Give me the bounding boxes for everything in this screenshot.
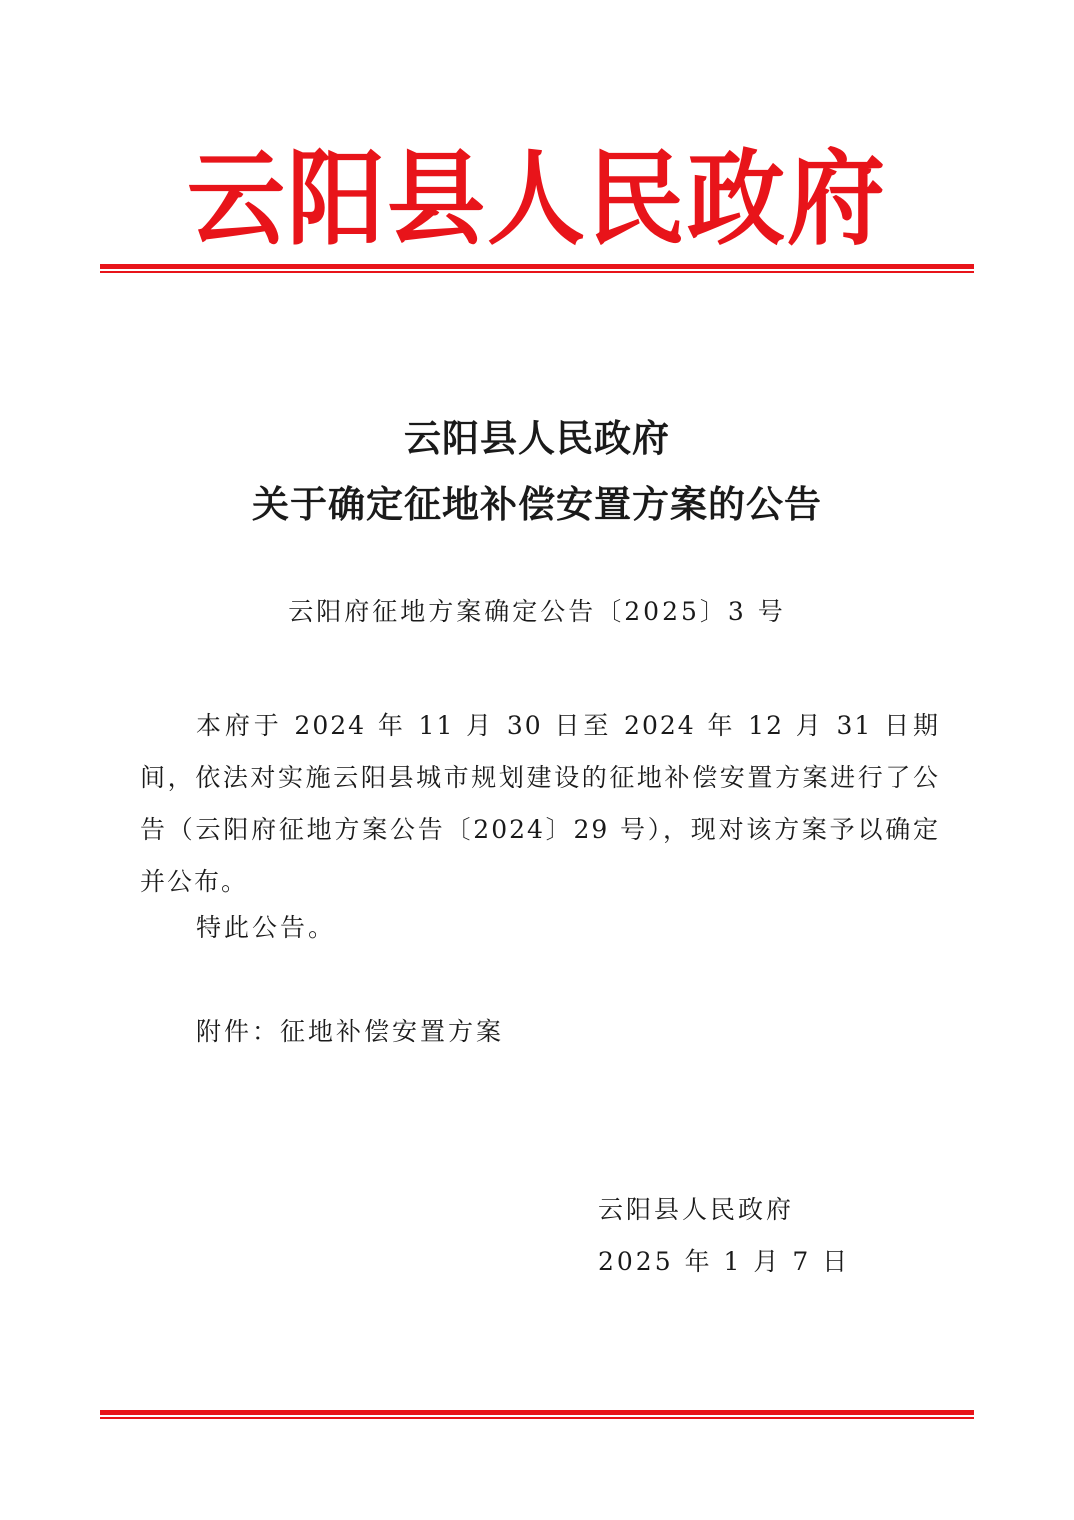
footer-rule-thin (100, 1417, 974, 1419)
signature-date: 2025 年 1 月 7 日 (598, 1247, 851, 1276)
body-paragraph: 本府于 2024 年 11 月 30 日至 2024 年 12 月 31 日期间，依法对实施云阳县城市规划建设的征地补偿安置方案进行了公告（云阳府征地方案公告〔2024〕29 号），现对该方案予以确定并公布。 (140, 711, 940, 896)
masthead-red-rule (100, 264, 974, 273)
document-title-line-1: 云阳县人民政府 (404, 416, 670, 460)
footer-red-rule (100, 1410, 974, 1419)
masthead-org-name: 云阳县人民政府 (186, 139, 887, 260)
document-number: 云阳府征地方案确定公告〔2025〕3 号 (288, 597, 786, 626)
document-title-line-2: 关于确定征地补偿安置方案的公告 (252, 482, 822, 526)
closing-line: 特此公告。 (196, 913, 337, 942)
attachment-line: 附件：征地补偿安置方案 (196, 1017, 505, 1046)
red-rule-thin (100, 271, 974, 273)
signature-organization: 云阳县人民政府 (598, 1195, 795, 1224)
